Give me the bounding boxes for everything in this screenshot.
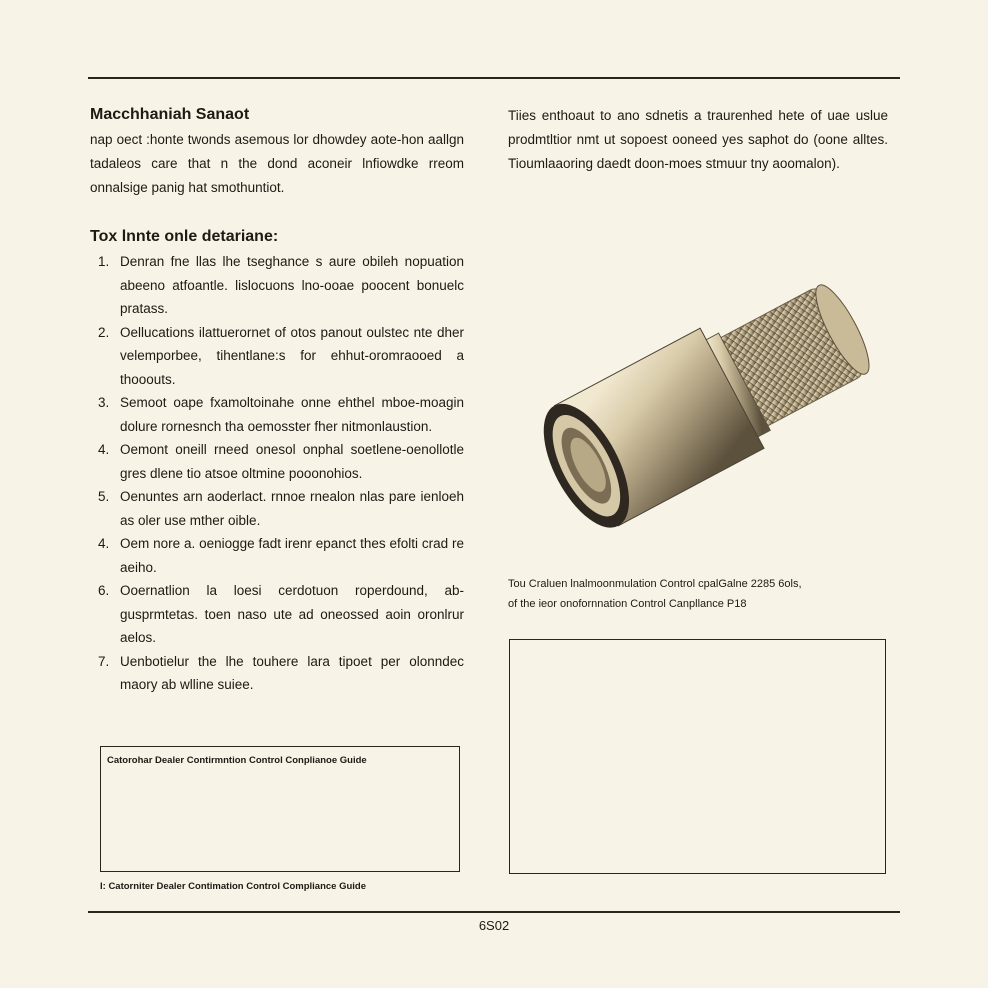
step-text: Uenbotielur the lhe touhere lara tipoet per olonndec maory ab wlline suiee. xyxy=(120,653,464,692)
list-item xyxy=(90,438,464,485)
footer-caption: I: Catorniter Dealer Contimation Control Compliance Guide xyxy=(100,881,367,892)
step-text: Semoot oape fxamoltoinahe onne ehthel mboe-moagin dolure rornesnch tha oemosster fher nitmonlaustion. xyxy=(120,395,464,434)
list-item xyxy=(90,391,464,438)
steps-list xyxy=(90,250,464,697)
step-text: Denran fne llas lhe tseghance s aure obileh nopuation abeeno atfoantle. lislocuons lno-ooae poocent bonuelc pratass. xyxy=(120,254,464,316)
list-item xyxy=(90,650,464,697)
list-item xyxy=(90,250,464,321)
right-column xyxy=(508,104,888,176)
step-number: 3. xyxy=(98,395,110,410)
step-number: 4. xyxy=(98,442,110,457)
intro-paragraph: nap oect :honte twonds asemous lor dhowdey aote-hon aallgn tadaleos care that n the dond aconeir lnfiowdke rreom onnalsige panig hat smothuntiot. xyxy=(90,132,464,195)
steps-heading: Tox lnnte onle detariane: xyxy=(90,228,279,245)
bottom-rule xyxy=(88,911,900,913)
section-heading: Macchhaniah Sanaot xyxy=(90,106,250,123)
step-text: Oem nore a. oeniogge fadt irenr epanct thes efolti crad re aeiho. xyxy=(120,536,464,575)
step-text: Oellucations ilattuerornet of otos panout oulstec nte dher velemporbee, tihentlane:s for ehhut-oromraooed a thooouts. xyxy=(120,324,464,387)
page-number: 6S02 xyxy=(478,918,510,933)
step-number: 7. xyxy=(98,653,110,669)
list-item xyxy=(90,579,464,650)
list-item xyxy=(90,321,464,392)
image-caption-line-1: Tou Craluen lnalmoonmulation Control cpalGalne 2285 6ols, xyxy=(508,578,802,590)
image-caption-line-2: of the ieor onofornnation Control Canpllance P18 xyxy=(508,598,747,610)
product-image xyxy=(530,250,890,550)
compliance-box xyxy=(100,746,460,872)
step-number: 4. xyxy=(98,536,110,551)
threaded-pipe-fitting-icon xyxy=(530,250,890,550)
step-number: 5. xyxy=(98,489,110,504)
top-rule xyxy=(88,77,900,79)
step-number: 1. xyxy=(98,254,110,269)
step-text: Oenuntes arn aoderlact. rnnoe rnealon nlas pare ienloeh as oler use mther oible. xyxy=(120,489,464,528)
step-text: Ooernatlion la loesi cerdotuon roperdound, ab-gusprmtetas. toen naso ute ad oneossed aoin oronlrur aelos. xyxy=(120,583,464,645)
empty-box xyxy=(509,639,886,874)
list-item xyxy=(90,485,464,532)
step-number: 2. xyxy=(98,324,110,340)
step-text: Oemont oneill rneed onesol onphal soetlene-oenollotle gres dlene tio atsoe oltmine pooonohios. xyxy=(120,442,464,481)
compliance-box-title: Catorohar Dealer Contirmntion Control Conplianoe Guide xyxy=(107,755,367,766)
step-number: 6. xyxy=(98,583,110,598)
right-intro-paragraph: Tiies enthoaut to ano sdnetis a traurenhed hete of uae uslue prodmtltior nmt ut sopoest ooneed yes saphot do (oone alltes. Tioumlaaoring daedt doon-moes stmuur tny aoomalon). xyxy=(508,108,888,171)
image-caption xyxy=(508,574,888,614)
left-column xyxy=(90,104,464,697)
list-item xyxy=(90,532,464,579)
